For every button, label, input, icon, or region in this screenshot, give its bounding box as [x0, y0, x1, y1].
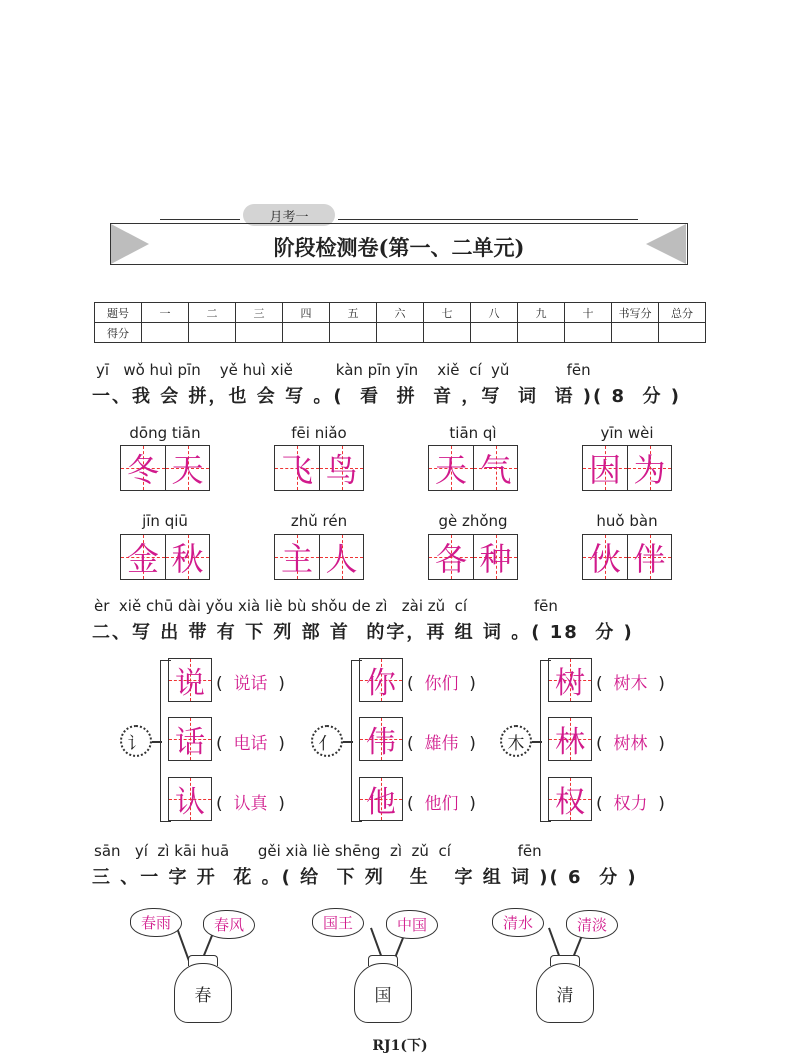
word-pinyin: gè zhǒng — [438, 512, 508, 530]
table-cell: 九 — [518, 303, 565, 323]
answer-char: 权 — [555, 785, 585, 820]
tianzige-box — [274, 445, 364, 491]
table-cell: 八 — [471, 303, 518, 323]
table-cell: 二 — [189, 303, 236, 323]
score-input-cell[interactable] — [330, 323, 377, 343]
char-box — [359, 777, 403, 821]
answer-char: 各 — [434, 540, 467, 578]
vase — [354, 963, 412, 1023]
answer-char: 秋 — [171, 540, 204, 578]
answer-char: 天 — [171, 451, 204, 489]
answer-char: 为 — [633, 451, 666, 489]
score-input-cell[interactable] — [424, 323, 471, 343]
answer-char: 话 — [175, 725, 205, 760]
section2-heading: 二、写 出 带 有 下 列 部 首 的字，再 组 词 。( 18 分 ) — [92, 622, 634, 643]
table-cell: 七 — [424, 303, 471, 323]
answer-char: 飞 — [280, 451, 313, 489]
flower-petal: 春风 — [203, 910, 255, 939]
word-pinyin: huǒ bàn — [596, 512, 658, 530]
char-box — [548, 777, 592, 821]
section1-heading: 一、我 会 拼，也 会 写 。( 看 拼 音 ，写 词 语 )( 8 分 ) — [92, 386, 682, 407]
answer-char: 他 — [366, 785, 396, 820]
answer-char: 你 — [366, 666, 396, 701]
page-title: 阶段检测卷(第一、二单元) — [273, 235, 525, 260]
answer-char: 冬 — [126, 451, 159, 489]
tianzige-box — [274, 534, 364, 580]
char-box — [548, 658, 592, 702]
answer-word: 电话 — [233, 734, 268, 754]
answer-char: 说 — [175, 666, 205, 701]
score-input-cell[interactable] — [518, 323, 565, 343]
table-cell: 总分 — [659, 303, 706, 323]
answer-word: 认真 — [233, 794, 268, 814]
answer-word: 权力 — [613, 794, 648, 814]
score-input-cell[interactable] — [377, 323, 424, 343]
tianzige-box — [428, 445, 518, 491]
radical-circle: 讠 — [120, 725, 152, 757]
answer-word: 说话 — [233, 674, 268, 694]
answer-char: 伙 — [588, 540, 621, 578]
table-cell: 题号 — [95, 303, 142, 323]
answer-char: 因 — [588, 451, 621, 489]
answer-char: 树 — [555, 666, 585, 701]
section3-pinyin: sān yí zì kāi huā gěi xià liè shēng zì zǔ cí fēn — [94, 842, 542, 860]
char-box — [168, 717, 212, 761]
table-cell: 三 — [236, 303, 283, 323]
answer-word: 树木 — [613, 674, 648, 694]
section2-pinyin: èr xiě chū dài yǒu xià liè bù shǒu de zì zài zǔ cí fēn — [94, 597, 558, 615]
answer-word: 树林 — [613, 734, 648, 754]
vase — [174, 963, 232, 1023]
table-cell: 一 — [142, 303, 189, 323]
score-table — [94, 302, 706, 343]
tianzige-box — [582, 445, 672, 491]
table-cell: 四 — [283, 303, 330, 323]
vase-char: 国 — [374, 985, 392, 1006]
exam-tag: 月考一 — [243, 204, 335, 226]
tianzige-box — [120, 445, 210, 491]
score-input-cell[interactable] — [236, 323, 283, 343]
flower-petal: 清淡 — [566, 910, 618, 939]
vase — [536, 963, 594, 1023]
radical-circle: 木 — [500, 725, 532, 757]
vase-char: 清 — [556, 985, 574, 1006]
answer-char: 气 — [479, 451, 512, 489]
flower-petal: 中国 — [386, 910, 438, 939]
answer-char: 人 — [325, 540, 358, 578]
word-pinyin: dōng tiān — [129, 424, 201, 442]
vase-char: 春 — [194, 985, 212, 1006]
answer-char: 金 — [126, 540, 159, 578]
char-box — [548, 717, 592, 761]
score-input-cell[interactable] — [659, 323, 706, 343]
flower-petal: 清水 — [492, 908, 544, 937]
word-pinyin: tiān qì — [449, 424, 497, 442]
answer-word: 你们 — [424, 674, 459, 694]
char-box — [359, 717, 403, 761]
word-pinyin: zhǔ rén — [290, 512, 348, 530]
table-cell: 十 — [565, 303, 612, 323]
answer-word: 他们 — [424, 794, 459, 814]
table-cell: 五 — [330, 303, 377, 323]
answer-char: 天 — [434, 451, 467, 489]
tianzige-box — [120, 534, 210, 580]
answer-char: 认 — [175, 785, 205, 820]
page-footer: RJ1(下) — [372, 1038, 428, 1054]
answer-char: 主 — [280, 540, 313, 578]
score-input-cell[interactable] — [565, 323, 612, 343]
tianzige-box — [428, 534, 518, 580]
char-box — [359, 658, 403, 702]
score-input-cell[interactable] — [471, 323, 518, 343]
char-box — [168, 777, 212, 821]
section3-heading: 三 、一 字 开 花 。( 给 下 列 生 字 组 词 )( 6 分 ) — [92, 867, 638, 888]
radical-circle: 亻 — [311, 725, 343, 757]
answer-char: 鸟 — [325, 451, 358, 489]
score-input-cell[interactable] — [189, 323, 236, 343]
flower-petal: 国王 — [312, 908, 364, 937]
table-cell: 书写分 — [612, 303, 659, 323]
score-input-cell[interactable] — [283, 323, 330, 343]
word-pinyin: fēi niǎo — [291, 424, 347, 442]
tianzige-box — [582, 534, 672, 580]
answer-char: 种 — [479, 540, 512, 578]
table-cell: 得分 — [95, 323, 142, 343]
score-input-cell[interactable] — [612, 323, 659, 343]
answer-char: 伴 — [633, 540, 666, 578]
answer-word: 雄伟 — [424, 734, 459, 754]
word-pinyin: jīn qiū — [142, 512, 188, 530]
flower-petal: 春雨 — [130, 908, 182, 937]
section1-pinyin: yī wǒ huì pīn yě huì xiě kàn pīn yīn xiě cí yǔ fēn — [96, 361, 591, 379]
word-pinyin: yīn wèi — [600, 424, 654, 442]
score-input-cell[interactable] — [142, 323, 189, 343]
answer-char: 林 — [555, 725, 585, 760]
answer-char: 伟 — [366, 725, 396, 760]
table-cell: 六 — [377, 303, 424, 323]
char-box — [168, 658, 212, 702]
